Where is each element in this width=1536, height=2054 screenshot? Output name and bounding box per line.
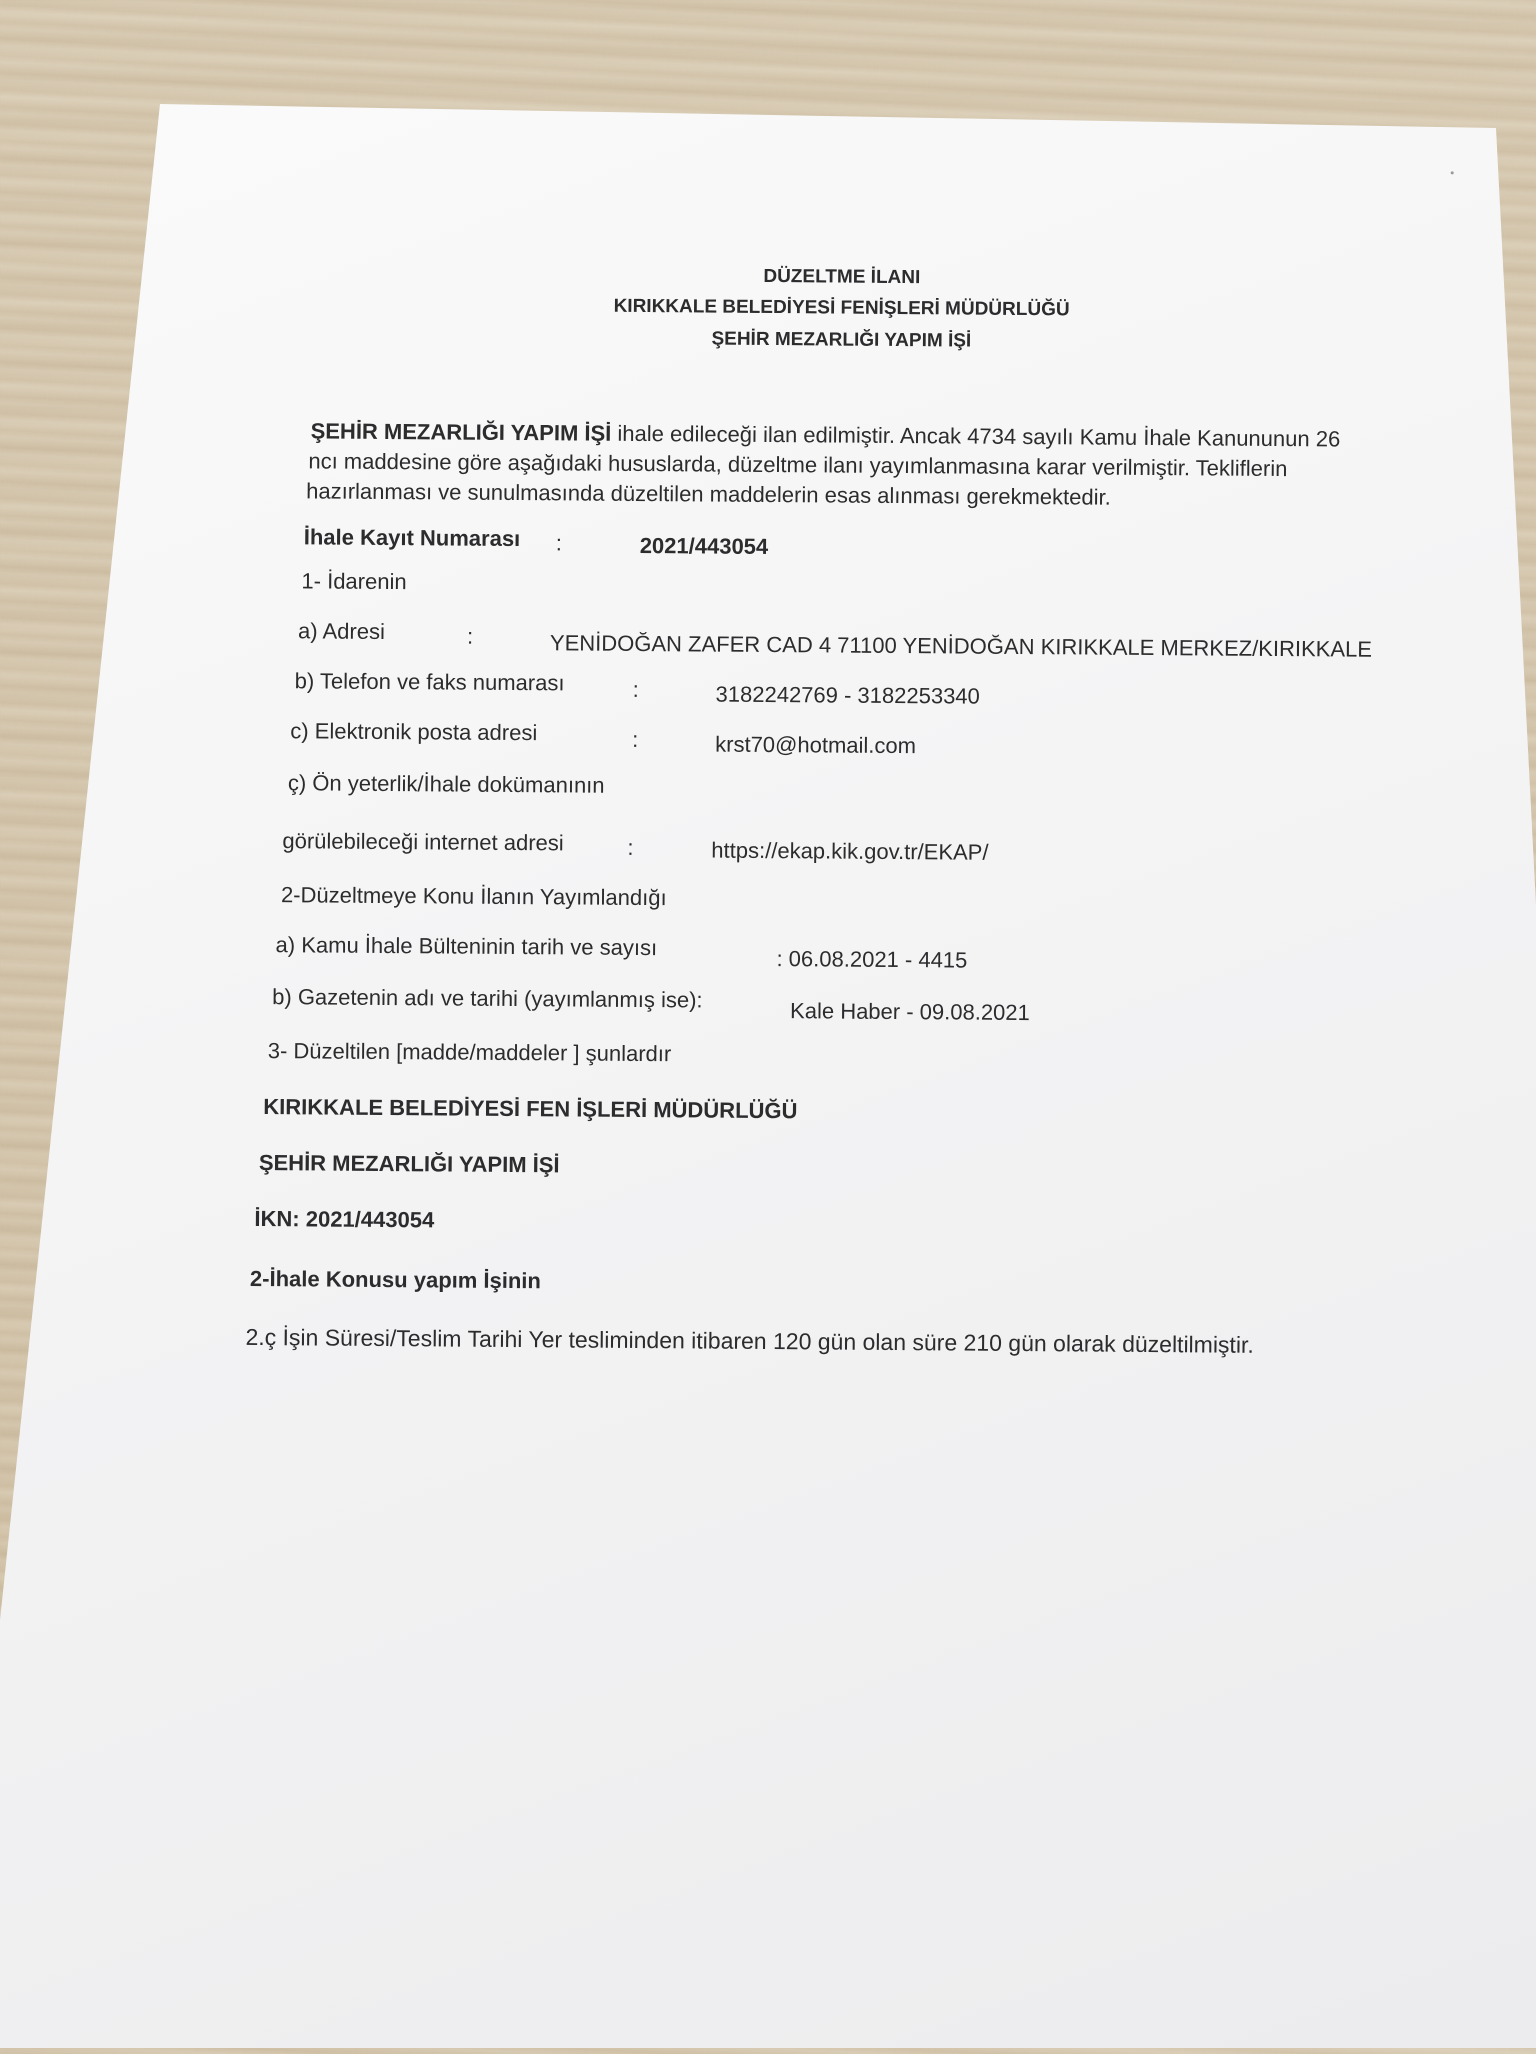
- intro-bold-lead: ŞEHİR MEZARLIĞI YAPIM İŞİ: [310, 418, 612, 446]
- section-1-heading: 1- İdarenin: [301, 568, 407, 595]
- email-value: krst70@hotmail.com: [715, 731, 917, 759]
- intro-line-1: [311, 420, 1341, 450]
- email-label: c) Elektronik posta adresi: [290, 718, 538, 746]
- header-work: ŞEHİR MEZARLIĞI YAPIM İŞİ: [711, 328, 972, 352]
- newspaper-label: b) Gazetenin adı ve tarihi (yayımlanmış ise):: [272, 984, 703, 1013]
- document-url: https://ekap.kik.gov.tr/EKAP/: [711, 837, 989, 865]
- phone-label: b) Telefon ve faks numarası: [294, 668, 565, 696]
- address-value: YENİDOĞAN ZAFER CAD 4 71100 YENİDOĞAN KIRIKKALE MERKEZ/KIRIKKALE: [549, 630, 1373, 662]
- document-label-line-2: görülebileceği internet adresi: [282, 828, 564, 856]
- intro-line-1-rest: ihale edileceği ilan edilmiştir. Ancak 4734 sayılı Kamu İhale Kanununun 26: [611, 420, 1341, 452]
- corrections-office: KIRIKKALE BELEDİYESİ FEN İŞLERİ MÜDÜRLÜĞÜ: [263, 1094, 798, 1124]
- email-colon: :: [632, 726, 639, 752]
- document-label-line-1: ç) Ön yeterlik/İhale dokümanının: [287, 770, 605, 798]
- paper-speck: [1451, 171, 1454, 174]
- section-2-heading: 2-Düzeltmeye Konu İlanın Yayımlandığı: [280, 882, 667, 911]
- bulletin-value: : 06.08.2021 - 4415: [776, 946, 968, 973]
- header-office: KIRIKKALE BELEDİYESİ FENİŞLERİ MÜDÜRLÜĞÜ: [613, 295, 1070, 321]
- bulletin-label: a) Kamu İhale Bülteninin tarih ve sayısı: [275, 932, 658, 961]
- header-title: DÜZELTME İLANI: [763, 265, 921, 289]
- corrections-work: ŞEHİR MEZARLIĞI YAPIM İŞİ: [258, 1150, 560, 1178]
- intro-line-2: ncı maddesine göre aşağıdaki hususlarda, düzeltme ilanı yayımlanmasına karar verilmiştir. Tekliflerin: [308, 448, 1288, 482]
- phone-colon: :: [632, 676, 639, 702]
- ikn-label: İhale Kayıt Numarası: [303, 524, 521, 552]
- ikn-value: 2021/443054: [639, 532, 769, 559]
- corrections-subject: 2-İhale Konusu yapım İşinin: [249, 1265, 542, 1294]
- ikn-colon: :: [555, 530, 562, 556]
- address-colon: :: [466, 623, 474, 649]
- corrections-ikn: İKN: 2021/443054: [254, 1205, 435, 1233]
- address-label: a) Adresi: [297, 618, 385, 644]
- corrections-detail: 2.ç İşin Süresi/Teslim Tarihi Yer tesliminden itibaren 120 gün olan süre 210 gün olarak düzeltilmiştir.: [245, 1323, 1254, 1358]
- intro-line-3: hazırlanması ve sunulmasında düzeltilen maddelerin esas alınması gerekmektedir.: [306, 478, 1111, 510]
- newspaper-value: Kale Haber - 09.08.2021: [790, 998, 1030, 1026]
- section-3-heading: 3- Düzeltilen [madde/maddeler ] şunlardır: [267, 1038, 672, 1067]
- document-colon: :: [627, 834, 634, 860]
- phone-value: 3182242769 - 3182253340: [715, 681, 980, 709]
